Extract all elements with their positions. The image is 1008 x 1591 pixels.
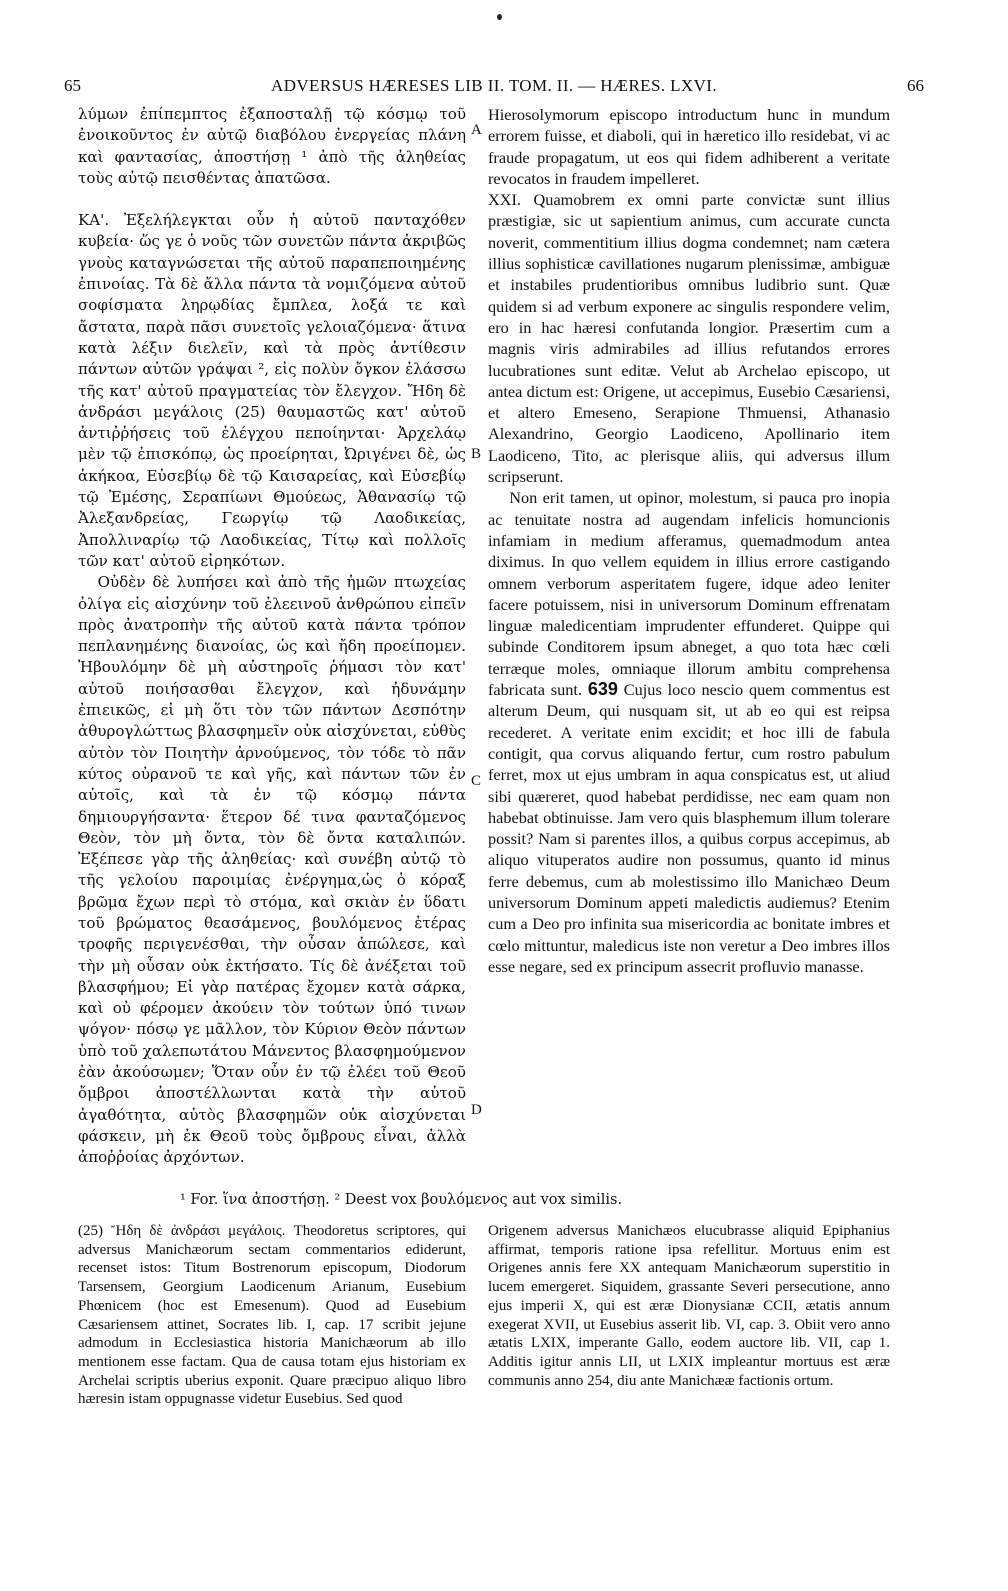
page-number-right: 66 [907,76,924,95]
margin-letter-d: D [471,1102,482,1118]
margin-letter-c: C [471,773,482,789]
footnotes: ¹ For. ἵνα ἀποστήσῃ. ² Deest vox βουλόμενος aut vox similis. [180,1192,623,1208]
greek-column [78,104,466,1169]
page-marker: 639 [587,679,618,700]
running-title: ADVERSUS HÆRESES LIB II. TOM. II. — HÆRES. LXVI. [271,76,717,95]
running-header [64,76,924,100]
margin-letter-a: A [471,122,482,138]
latin-column [488,104,890,977]
latin-paragraph-3b: Cujus loco nescio quem commentus est alterum Deum, qui nusquam sit, ut ab eo qui est reipsa recederet. A veritate enim excidit; et hoc illi de fabula contigit, qua corvus aliquando fertur, cum rostro pabulum ferret, mox ut ejus umbram in aqua conspicatus est, ut aliud sibi quæreret, quod habebat perdidisse, nec eam quam non habebat obtinuisse. Jam vero quis blasphemum illum tolerare possit? Nam si parentes illos, a quibus corpus accepimus, ab aliquo vituperatos audire non possumus, quanto id minus ferre debemus, cum ab molestissimo illo Manichæo Deum universorum Dominum appeti maledictis audiemus? Etenim cum a Deo pro infinita sua misericordia ac bonitate imbres et cœlo mittuntur, maledicus iste non veretur a Deo imbres illos esse negare, sed ex principum assecrit profluvio manasse. [488,680,891,976]
commentary-left [78,1222,466,1409]
latin-paragraph-3 [488,487,890,977]
latin-paragraph-1: Hierosolymorum episcopo introductum hunc in mundum errorem fuisse, et diaboli, qui in hæretico illo residebat, vi ac fraude propagatum, ut eos qui fidem adhiberent a veritate revocatos in fraudem impelleret. [488,105,890,188]
commentary-continuation: Origenem adversus Manichæos elucubrasse aliquid Epiphanius affirmat, temporis ratione ipsa refellitur. Mortuus enim est Origenes annis fere XX antequam Manichæorum superstitio in lucem emergeret. Siquidem, grassante Severi persecutione, anno ejus imperii X, qui est æræ Dionysianæ CCII, ætatis annum exegerat XVII, ut Eusebius asserit lib. VI, cap. 3. Obiit vero anno ætatis LXIX, imperante Gallo, eodem auctore lib. VII, cap 1. Additis igitur annis LII, ut LXIX impleantur mortuus est æræ communis anno 254, diu ante Manichææ factionis ortum. [488,1223,890,1389]
greek-paragraph-3: Οὐδὲν δὲ λυπήσει καὶ ἀπὸ τῆς ἡμῶν πτωχείας ὀλίγα εἰς αἰσχύνην τοῦ ἐλεεινοῦ ἀνθρώπου εἰπεῖν πρὸς ἀνατροπὴν τῆς αὐτοῦ κατὰ πάντα τρόπον πεπλανημένης διανοίας, ὡς καὶ ἤδη προείπομεν. Ἠβουλόμην δὲ μὴ αὐστηροῖς ῥήμασι τὸν κατ' αὐτοῦ ποιήσασθαι ἔλεγχον, καὶ ἠδυνάμην ἐπιεικῶς, εἰ μὴ ὅτι τὸν τῶν πάντων Δεσπότην ἀθυρογλώττως βλασφημεῖν οὐκ αἰσχύνεται, εὐθὺς αὐτὸν τὸν Ποιητὴν ἀρνούμενος, τὸν τόδε τὸ πᾶν κύτος οὐρανοῦ τε καὶ γῆς, καὶ πάντων τῶν ἐν αὐτοῖς, καὶ τὰ ἐν τῷ κόσμῳ πάντα δημιουργήσαντα· ἕτερον δέ τινα φανταζόμενος Θεὸν, τὸν μὴ ὄντα, τὸν δὲ ὄντα καταλιπών. Ἐξέπεσε γὰρ τῆς ἀληθείας· καὶ συνέβη αὐτῷ τὸ τῆς γελοίου παροιμίας ἐνέργημα,ὡς ὁ κόραξ βρῶμα ἔχων περὶ τὸ στόμα, καὶ σκιὰν ἐν ὕδατι τοῦ βρώματος θεασάμενος, βουλόμενος ἑτέρας τροφῆς περιγενέσθαι, τὴν οὖσαν ἀπώλεσε, καὶ τὴν μὴ οὖσαν οὐκ ἐκτήσατο. Τίς δὲ ἀνέξεται τοῦ βλασφήμου; Εἰ γὰρ πατέρας ἔχομεν κατὰ σάρκα, καὶ οὐ φέρομεν ἀκούειν τὸν τούτων ὑπό τινων ψόγον· πόσῳ γε μᾶλλον, τὸν Κύριον Θεὸν πάντων ὑπὸ τοῦ χαλεπωτάτου Μάνεντος βλασφημούμενον ἐὰν ἀκούσωμεν; Ὅταν οὖν ἐν τῷ ἐλέει τοῦ Θεοῦ ὄμβροι ἀποστέλλωνται κατὰ τὴν αὐτοῦ ἀγαθότητα, αὐτὸς βλασφημῶν οὐκ αἰσχύνεται φάσκειν, μὴ ἐκ Θεοῦ τοὺς ὄμβρους εἶναι, ἀλλὰ ἀποῤῥοίας ἀρχόντων. [78,573,466,1167]
ink-dot [497,14,502,20]
commentary-note-25: (25) Ἤδη δὲ ἀνδράσι μεγάλοις. Theodoretus scriptores, qui adversus Manichæorum sectam commentarios ediderunt, recenset istos: Titum Bostrenorum episcopum, Diodorum Tarsensem, Georgium Laodicenum Arianum, Eusebium Phœnicem (hoc est Emesenum). Quod ad Eusebium Cæsariensem attinet, Socrates lib. I, cap. 17 scribit jejune admodum in Ecclesiastica historia Manichæorum ab illo mentionem esse factam. Qua de causa totam ejus historiam ex Archelai scriptis uberius exponit. Quare præcipuo aliquo libro hæresin istam oppugnasse videtur Eusebius. Sed quod [78,1223,466,1408]
latin-paragraph-3a: Non erit tamen, ut opinor, molestum, si pauca pro inopia ac tenuitate nostra ad augendam infelicis homuncionis infamiam in medium afferamus, quemadmodum antea diximus. In quo vellem equidem in illius errore castigando omnem verborum asperitatem fugere, idque adeo leniter facere potuissem, nisi in universorum Dominum effrenatam linguæ maledicentiam imprudenter effunderet. Quippe qui subinde Conditorem ipsum abneget, a quo tota hæc cœli terræque moles, omniaque illorum ambitu comprehensa fabricata sunt. [488,488,890,700]
greek-section-21: ΚΑ'. Ἐξελήλεγκται οὖν ἡ αὐτοῦ πανταχόθεν κυβεία· ὥς γε ὁ νοῦς τῶν συνετῶν πάντα ἀκριβῶς γνοὺς καταγνώσεται τῆς αὐτοῦ παραπεποιημένης ἐπινοίας. Τὰ δὲ ἄλλα πάντα τὰ νομιζόμενα αὐτοῦ σοφίσματα ληρῳδίας ἔμπλεα, λοξά τε καὶ ἄστατα, παρὰ πᾶσι συνετοῖς γελοιαζόμενα· ἅτινα κατὰ λέξιν διελεῖν, καὶ τὰ πρὸς ἀντίθεσιν πάντων αὐτῶν γράψαι ², εἰς πολὺν ὄγκον ἐλάσσω τῆς κατ' αὐτοῦ πραγματείας τὸν ἔλεγχον. Ἤδη δὲ ἀνδράσι μεγάλοις (25) θαυμαστῶς κατ' αὐτοῦ ἀντιῤῥήσεις τοῦ ἐλέγχου πεποίηνται· Ἀρχελάῳ μὲν τῷ ἐπισκόπῳ, ὡς προείρηται, Ὠριγένει δὲ, ὡς ἀκήκοα, Εὐσεβίῳ δὲ τῷ Καισαρείας, καὶ Εὐσεβίῳ τῷ Ἐμέσης, Σεραπίωνι Θμούεως, Ἀθανασίῳ τῷ Ἀλεξανδρείας, Γεωργίῳ τῷ Λαοδικείας, Ἀπολλιναρίῳ τῷ Λαοδικείας, Τίτῳ καὶ πολλοῖς τῶν κατ' αὐτοῦ εἰρηκότων. [78,211,466,570]
greek-paragraph-1: λύμων ἐπίπεμπτος ἐξαποσταλῇ τῷ κόσμῳ τοῦ ἐνοικοῦντος ἐν αὐτῷ διαβόλου ἐνεργείας πλάνη καὶ φαντασίας, ἀποστήσῃ ¹ ἀπὸ τῆς ἀληθείας τοὺς αὐτῷ πεισθέντας ἀπατῶσα. [78,105,466,187]
page-number-left: 65 [64,76,81,95]
latin-section-21: XXI. Quamobrem ex omni parte convictæ sunt illius præstigiæ, sic ut sapientium animus, cum accurate cuncta noverit, commentitium illius dogma condemnet; nam cætera illius sophisticæ cavillationes nugarum plenissimæ, ambiguæ et instabiles prudentioribus omnibus ludibrio sunt. Quæ quidem si ad verbum exponere ac singulis respondere velim, ero in hac hæresi confutanda longior. Præsertim cum a magnis viris admirabiles ad illius refutandos errores lucubrationes sunt editæ. Velut ab Archelao episcopo, ut antea dictum est: Origene, ut accepimus, Eusebio Cæsariensi, et altero Emeseno, Serapione Thmuensi, Athanasio Alexandrino, Georgio Laodiceno, Apollinario item Laodiceno, Tito, ac plerisque aliis, qui adversus illum scripserunt. [488,190,890,487]
commentary-right [488,1222,890,1390]
margin-letter-b: B [471,446,482,462]
